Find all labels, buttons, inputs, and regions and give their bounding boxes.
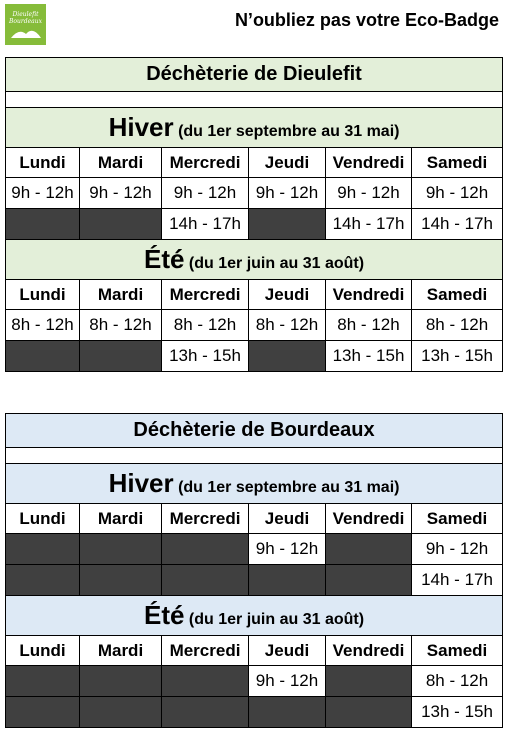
closed-cell bbox=[249, 209, 326, 240]
day-header: Lundi bbox=[6, 148, 80, 178]
closed-cell bbox=[80, 209, 162, 240]
hours-cell: 14h - 17h bbox=[162, 209, 249, 240]
day-header: Vendredi bbox=[326, 504, 412, 534]
hours-cell: 8h - 12h bbox=[412, 666, 503, 697]
closed-cell bbox=[80, 341, 162, 372]
day-header: Samedi bbox=[412, 280, 503, 310]
hours-cell: 9h - 12h bbox=[412, 534, 503, 565]
hours-cell: 9h - 12h bbox=[6, 178, 80, 209]
logo bbox=[5, 4, 46, 45]
day-header: Lundi bbox=[6, 636, 80, 666]
day-header: Lundi bbox=[6, 280, 80, 310]
closed-cell bbox=[326, 666, 412, 697]
day-header: Mercredi bbox=[162, 280, 249, 310]
closed-cell bbox=[80, 534, 162, 565]
season-name: Hiver bbox=[108, 112, 174, 142]
hours-cell: 14h - 17h bbox=[412, 565, 503, 596]
closed-cell bbox=[80, 697, 162, 728]
closed-cell bbox=[249, 341, 326, 372]
closed-cell bbox=[162, 666, 249, 697]
site-dieulefit bbox=[5, 57, 502, 372]
closed-cell bbox=[162, 534, 249, 565]
hours-cell: 14h - 17h bbox=[412, 209, 503, 240]
hours-cell: 13h - 15h bbox=[412, 697, 503, 728]
season-name: Été bbox=[143, 600, 185, 630]
closed-cell bbox=[80, 666, 162, 697]
season-period: (du 1er septembre au 31 mai) bbox=[178, 479, 400, 496]
closed-cell bbox=[6, 534, 80, 565]
closed-cell bbox=[249, 565, 326, 596]
hours-cell: 8h - 12h bbox=[162, 310, 249, 341]
closed-cell bbox=[6, 209, 80, 240]
season-header-hiver bbox=[6, 108, 503, 148]
day-header: Jeudi bbox=[249, 148, 326, 178]
closed-cell bbox=[6, 697, 80, 728]
site-title: Déchèterie de Dieulefit bbox=[6, 58, 503, 92]
day-header: Samedi bbox=[412, 504, 503, 534]
hours-cell: 9h - 12h bbox=[162, 178, 249, 209]
closed-cell bbox=[162, 565, 249, 596]
site-title: Déchèterie de Bourdeaux bbox=[6, 414, 503, 448]
season-header-ete bbox=[6, 240, 503, 280]
day-header: Mardi bbox=[80, 148, 162, 178]
hours-cell: 13h - 15h bbox=[162, 341, 249, 372]
season-header-ete bbox=[6, 596, 503, 636]
day-header: Jeudi bbox=[249, 504, 326, 534]
closed-cell bbox=[162, 697, 249, 728]
hours-cell: 9h - 12h bbox=[80, 178, 162, 209]
page-title: N’oubliez pas votre Eco-Badge bbox=[234, 10, 499, 30]
season-period: (du 1er septembre au 31 mai) bbox=[178, 123, 400, 140]
day-header: Mardi bbox=[80, 504, 162, 534]
day-header: Vendredi bbox=[326, 636, 412, 666]
closed-cell bbox=[6, 341, 80, 372]
day-header: Lundi bbox=[6, 504, 80, 534]
closed-cell bbox=[326, 565, 412, 596]
site-bourdeaux bbox=[5, 413, 502, 728]
closed-cell bbox=[6, 666, 80, 697]
spacer-row bbox=[6, 448, 503, 464]
hours-cell: 13h - 15h bbox=[412, 341, 503, 372]
closed-cell bbox=[326, 697, 412, 728]
season-header-hiver bbox=[6, 464, 503, 504]
hours-cell: 9h - 12h bbox=[249, 666, 326, 697]
closed-cell bbox=[326, 534, 412, 565]
day-header: Jeudi bbox=[249, 280, 326, 310]
season-period: (du 1er juin au 31 août) bbox=[188, 255, 365, 272]
hours-cell: 13h - 15h bbox=[326, 341, 412, 372]
day-header: Mardi bbox=[80, 280, 162, 310]
closed-cell bbox=[80, 565, 162, 596]
hours-cell: 8h - 12h bbox=[6, 310, 80, 341]
day-header: Mercredi bbox=[162, 148, 249, 178]
day-header: Mercredi bbox=[162, 636, 249, 666]
hours-cell: 9h - 12h bbox=[249, 178, 326, 209]
day-header: Vendredi bbox=[326, 280, 412, 310]
hours-cell: 9h - 12h bbox=[249, 534, 326, 565]
hours-cell: 8h - 12h bbox=[326, 310, 412, 341]
day-header: Jeudi bbox=[249, 636, 326, 666]
season-period: (du 1er juin au 31 août) bbox=[188, 611, 365, 628]
hours-cell: 8h - 12h bbox=[412, 310, 503, 341]
day-header: Samedi bbox=[412, 148, 503, 178]
logo-text-dieulefit: Dieulefit bbox=[12, 11, 39, 18]
closed-cell bbox=[6, 565, 80, 596]
logo-text-bourdeaux: Bourdeaux bbox=[9, 18, 42, 25]
closed-cell bbox=[249, 697, 326, 728]
season-name: Été bbox=[144, 244, 185, 274]
hours-cell: 8h - 12h bbox=[249, 310, 326, 341]
day-header: Samedi bbox=[412, 636, 503, 666]
hours-cell: 9h - 12h bbox=[412, 178, 503, 209]
hours-cell: 8h - 12h bbox=[80, 310, 162, 341]
day-header: Vendredi bbox=[326, 148, 412, 178]
spacer-row bbox=[6, 92, 503, 108]
hills-icon bbox=[11, 26, 41, 38]
hours-cell: 9h - 12h bbox=[326, 178, 412, 209]
day-header: Mercredi bbox=[162, 504, 249, 534]
hours-cell: 14h - 17h bbox=[326, 209, 412, 240]
day-header: Mardi bbox=[80, 636, 162, 666]
season-name: Hiver bbox=[108, 468, 174, 498]
